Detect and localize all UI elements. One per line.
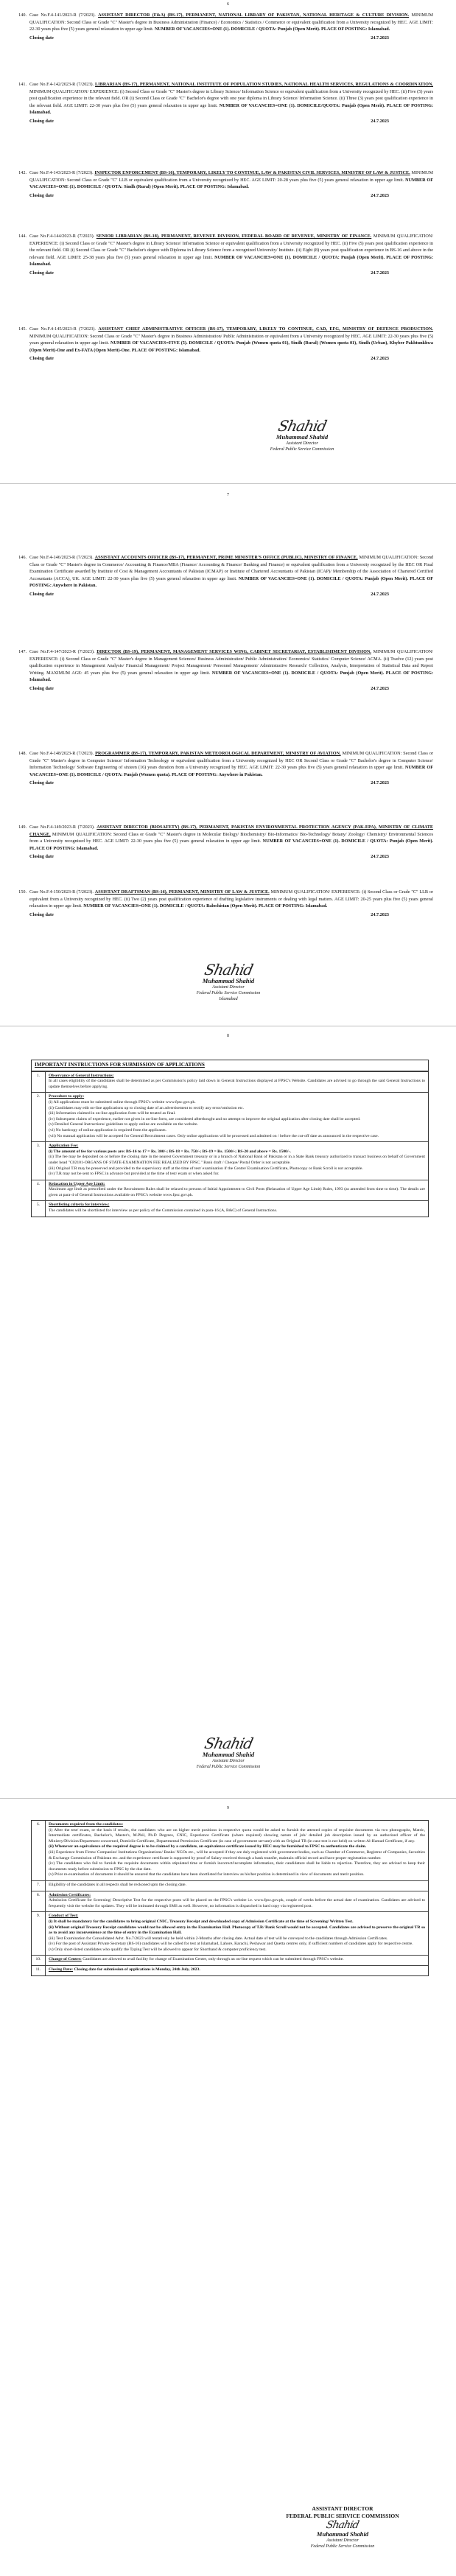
instruction-text: In all cases eligibility of the candidates shall be determined as per Commission's policy laid down in General Instructions displayed at FPSC's Website. Candidates are advised to go through the said General Instructions to update themselves before applying. [49, 1079, 425, 1089]
instructions-heading: IMPORTANT INSTRUCTIONS FOR SUBMISSION OF APPLICATIONS [32, 1060, 428, 1071]
entry-number: 145. [18, 326, 27, 332]
signature-scrawl: Shahid [325, 2519, 360, 2531]
instruction-row [32, 1141, 428, 1180]
post-title: DIRECTOR (BS-19), PERMANENT, MANAGEMENT SERVICES WING, CABINET SECRETARIAT, ESTABLISHMENT DIVISION. [97, 649, 371, 654]
instruction-sub: (i) It shall be mandatory for the candidates to bring original CNIC, Treasury Receipt and downloaded copy of Admission Certificate at the time of Screening/ Written Test. [49, 1919, 354, 1924]
instruction-text: Admission Certificate for Screening/ Descriptive Test for the respective posts will be placed on the FPSC's website i.e. www.fpsc.gov.pk, couple of weeks before the actual date of examination. Candidates are advised to frequently visit the website for updates. They will be intimated through SMS as well. However, no information is dispatched in hard copy via registered post. [49, 1898, 425, 1908]
instruction-number: 3. [32, 1142, 46, 1180]
instruction-number: 10. [32, 1956, 46, 1965]
instruction-row [32, 1071, 428, 1093]
page-number: 7 [226, 492, 230, 497]
vacancies: NUMBER OF VACANCIES=ONE (1). DOMICILE / QUOTA: Punjab (Open Merit). [211, 670, 385, 676]
closing-label: Closing date [29, 685, 54, 691]
closing-date: 24.7.2023 [371, 35, 389, 41]
instruction-text: The candidates will be shortlisted for interview as per policy of the Commission contained in para-16 (A, B&C) of General Instructions. [49, 1208, 278, 1214]
place-of-posting: PLACE OF POSTING: Islamabad. [180, 184, 249, 190]
closing-date: 24.7.2023 [371, 685, 389, 691]
signatory-designation: Assistant Director [286, 441, 318, 446]
qualification-text: MINIMUM QUALIFICATION: Second Class or Grade "C" Master's degree in Business Administration/ Public Administration or equivalent from a University recognized by HEC. AGE LIMIT: 22-30 years plus five (5) years general relaxation in upper age limit. [29, 333, 433, 346]
page-separator [0, 1798, 456, 1799]
instruction-title: Procedure to apply: [49, 1094, 85, 1099]
qualification-text: MINIMUM QUALIFICATION: Second Class or Grade "C" Master's degree in Molecular Biology/ Biochemistry/ Bio-Informatics/ Bio-Technology/ Botany/ Zoology/ Chemistry/ Environmental Sciences from a University recognized by HEC. AGE LIMIT: 22-30 years plus five (5) years general relaxation in upper age limit. [29, 831, 433, 844]
post-title: INSPECTOR ENFORCEMENT (BS-16), TEMPORARY, LIKELY TO CONTINUE, LAW & PAKISTAN CIVIL SERVICES, MINISTRY OF LAW & JUSTICE. [94, 170, 410, 175]
place-of-posting: PLACE OF POSTING: Islamabad. [29, 254, 434, 267]
place-of-posting: PLACE OF POSTING: Anywhere in Pakistan. [29, 575, 433, 589]
job-entry-147 [18, 648, 434, 693]
qualification-text: MINIMUM QUALIFICATION: Second Class or Grade "C" LLB or equivalent qualification from a University recognized by HEC. AGE LIMIT: 20-28 years plus five (5) years general relaxation in upper age limit. [29, 170, 434, 183]
instruction-sub: (iii) Test Examination for Consolidated Advt. No.7/2023 will tentatively be held within 2-Months after closing date. Actual date of test will be conveyed to the candidates through Admission Certificates. [49, 1936, 388, 1941]
post-title: ASSISTANT DRAFTSMAN (BS-16), PERMANENT, MINISTRY OF LAW & JUSTICE. [94, 889, 270, 895]
signatory-title: ASSISTANT DIRECTOR [312, 2505, 373, 2512]
case-number: Case No.F.4-146/2023-R (7/2023). [29, 555, 94, 560]
place-of-posting: PLACE OF POSTING: Islamabad. [131, 347, 200, 353]
page-number: 9 [226, 1805, 230, 1810]
case-number: Case No.F.4-149/2023-R (7/2023). [29, 825, 95, 830]
signatory-name: Muhammad Shahid [202, 1751, 255, 1758]
instruction-sub: (ii) Whenever an equivalence of the required degree is to be claimed by a candidate, an equivalence certificate issued by HEC may be furnished to FPSC to authenticate the claim. [49, 1844, 367, 1849]
instruction-text: Eligibility of the candidates in all respects shall be reckoned upto the closing date. [49, 1882, 187, 1887]
place-of-posting: PLACE OF POSTING: Islamabad. [29, 670, 433, 683]
closing-label: Closing date [29, 591, 54, 597]
instruction-number: 9. [32, 1912, 46, 1955]
instruction-number: 11. [32, 1966, 46, 1975]
instruction-row [32, 1880, 428, 1891]
closing-date: 24.7.2023 [371, 780, 389, 786]
instruction-sub: (iv) T.R may not be sent to FPSC in advance but provided at the time of test/ exam or when asked for. [49, 1172, 220, 1177]
vacancies: NUMBER OF VACANCIES=ONE (1). DOMICILE / QUOTA: Punjab (Open Merit). [214, 254, 385, 260]
closing-label: Closing date [29, 780, 54, 786]
vacancies: NUMBER OF VACANCIES=ONE (1). DOMICILE / QUOTA: Punjab (Women quota). [29, 765, 434, 777]
instruction-number: 6. [32, 1821, 46, 1880]
vacancies: NUMBER OF VACANCIES=ONE (1). DOMICILE / QUOTA: Balochistan (Open Merit). [83, 903, 258, 909]
entry-number: 142. [18, 170, 27, 175]
instruction-row [32, 1965, 428, 1975]
qualification-text: MINIMUM QUALIFICATION: Second Class or Grade "C" Master's degree in Computer Science/ Information Technology or equivalent qualification from a University recognized by HEC OR Second Class or Grade "C" Bachelor's degree in Computer Science/ Information Technology/ Software Engineering of sixteen (16) years duration from a University recognized by HEC. AGE LIMIT: 22-30 years plus five (5) years general relaxation in upper age limit. [29, 751, 434, 771]
instruction-row [32, 1200, 428, 1216]
signature-scrawl: Shahid [276, 417, 328, 435]
signature-block [151, 962, 306, 1002]
post-title: SENIOR LIBRARIAN (BS-18), PERMANENT, REVENUE DIVISION, FEDERAL BOARD OF REVENUE, MINISTRY OF FINANCE. [96, 234, 372, 239]
instruction-title: Conduct of Test: [49, 1914, 79, 1919]
case-number: Case No.F.4-142/2023-R (7/2023). [29, 82, 94, 87]
signatory-designation: Assistant Director [212, 985, 245, 990]
instruction-number: 1. [32, 1072, 46, 1093]
place-of-posting: PLACE OF POSTING: Islamabad. [29, 102, 434, 116]
vacancies: NUMBER OF VACANCIES=ONE (1). DOMICILE / QUOTA: Sindh (Rural) (Open Merit). [29, 177, 434, 190]
closing-label: Closing date [29, 854, 54, 860]
instruction-row [32, 1911, 428, 1955]
signatory-name: Muhammad Shahid [202, 977, 255, 984]
instruction-sub: (vi) No hardcopy of online application is required from the applicants. [49, 1127, 166, 1133]
instruction-title: Documents required from the candidates: [49, 1822, 124, 1827]
place-of-posting: PLACE OF POSTING: Islamabad. [321, 27, 390, 32]
instruction-title: Application Fee: [49, 1144, 79, 1149]
qualification-text: MINIMUM QUALIFICATION/ EXPERIENCE: (i) Second Class or Grade "C" Master's degree in Library Science/ Information Science or equivalent qualification from a University recognized by HEC. (ii) Five (5) years post qualification experience in the relevant field. OR (i) Second Class or Grade "C" Bachelor's degree with Diploma in Library Science from a recognized University/ Institute. (ii) Eight (8) years post qualification experience in BS-16 and above in the relevant field. AGE LIMIT: 25-38 years plus five (5) years general relaxation in upper age limit. [29, 234, 434, 260]
instruction-row [32, 1891, 428, 1912]
instruction-sub: (iv) For the post of Assistant Private Secretary (BS-16) candidates will be called for test at Islamabad, Lahore, Karachi, Peshawar and Quetta centres only, if sufficient numbers of candidates apply for respective centre. [49, 1942, 413, 1947]
instruction-sub: (i) The amount of fee for various posts are: BS-16 to 17 = Rs. 300/-; BS-18 = Rs. 750/-; BS-19 = Rs. 1500/-; BS-20 and above = Rs. 1500/-. [49, 1149, 291, 1154]
signature-block [151, 1736, 306, 1770]
instruction-sub: (v) Only short-listed candidates who qualify the Typing Test will be allowed to appear for Shorthand & computer proficiency test. [49, 1947, 267, 1952]
entry-number: 147. [18, 649, 27, 654]
case-number: Case No.F.4-141/2023-R (7/2023). [29, 13, 96, 18]
post-title: ASSISTANT CHIEF ADMINISTRATIVE OFFICER (BS-17), TEMPORARY, LIKELY TO CONTINUE, CAD, EFG, MINISTRY OF DEFENCE PRODUCTION. [98, 326, 434, 332]
vacancies: NUMBER OF VACANCIES=ONE (1). DOMICILE / QUOTA: Punjab (Open Merit). [238, 575, 409, 581]
case-number: Case No.F.4-143/2023-R (7/2023). [29, 170, 94, 175]
instruction-sub: (ii) Without original Treasury Receipt candidates would not be allowed entry in the Examination Hall. Photocopy of T.R/ Bank Scroll would not be accepted. Candidates are advised to preserve the original TR so as to avoid any inconvenience at the time of entry in the Examination Hall. [49, 1925, 425, 1936]
instruction-title: Shortlisting criteria for interview: [49, 1203, 110, 1208]
signature-block [243, 419, 361, 452]
closing-label: Closing date [29, 35, 54, 41]
case-number: Case No.F.4-147/2023-R (7/2023). [29, 649, 95, 654]
post-title: ASSISTANT ACCOUNTS OFFICER (BS-17), PERMANENT, PRIME MINISTER'S OFFICE (PUBLIC), MINISTRY OF FINANCE. [94, 555, 358, 560]
post-title: ASSISTANT DIRECTOR (F&A) (BS-17), PERMANENT, NATIONAL LIBRARY OF PAKISTAN, NATIONAL HERITAGE & CULTURE DIVISION. [98, 13, 410, 18]
instruction-sub: (ii) Candidates may edit on-line applications up to closing date of an advertisement to rectify any error/omission etc. [49, 1105, 245, 1110]
page-number: 8 [226, 1033, 230, 1038]
vacancies: NUMBER OF VACANCIES=ONE (1). DOMICILE / QUOTA: Punjab (Open Merit). [154, 27, 320, 32]
post-title: ASSISTANT DIRECTOR (BIOSAFETY) (BS-17), PERMANENT, PAKISTAN ENVIRONMENTAL PROTECTION AGENCY (PAK-EPA), MINISTRY OF CLIMATE CHANGE. [29, 825, 434, 837]
job-entry-145 [18, 326, 434, 363]
place-of-posting: PLACE OF POSTING: Islamabad. [29, 845, 99, 851]
case-number: Case No.F.4-150/2023-R (7/2023). [29, 889, 94, 895]
page-number: 6 [226, 1, 230, 7]
entry-number: 144. [18, 234, 27, 239]
signatory-organization: Federal Public Service Commission [310, 2544, 375, 2549]
instruction-number: 7. [32, 1881, 46, 1891]
instruction-text: Candidates are allowed to avail facility for change of Examination Centre, only through an on-line request which can be submitted through FPSC's website. [83, 1957, 344, 1962]
job-entry-144 [18, 233, 434, 277]
entry-number: 141. [18, 82, 27, 87]
qualification-text: MINIMUM QUALIFICATION/ EXPERIENCE: (i) Second Class or Grade "C" Master's degree in Management Sciences/ Business Administration/ Public Administration/ Economics/ Statistics/ Computer Science/ ACMA. (ii) Twelve (12) years post qualification experience in Management Analysis/ Financial Management/ Project Management/ Personnel Management/ Administrative Research/ Collection, Analysis, Interpretation of Statistical Data and Report Writing. MAXIMUM AGE: 45 years plus five (5) years general relaxation in upper age limit. [29, 649, 434, 676]
instruction-row [32, 1092, 428, 1141]
signature-scrawl: Shahid [203, 961, 254, 979]
post-title: LIBRARIAN (BS-17), PERMANENT, NATIONAL INSTITUTE OF POPULATION STUDIES, NATIONAL HEALTH SERVICES, REGULATIONS & COORDINATION. [95, 82, 434, 87]
job-entry-141 [18, 81, 434, 125]
closing-label: Closing date [29, 192, 54, 198]
qualification-text: MINIMUM QUALIFICATION: Second Class or Grade "C" Master's degree in Commerce/ Accounting & Finance/MBA (Finance/ Accounting & Finance/ Banking and Finance) or equivalent qualification from a University recognized by the HEC OR Final Examination Certificate awarded by Institute of Cost & Management Accountants of Pakistan (ICMAP) or Institute of Chartered Accountants of Pakistan (ICAP)/ Membership of the Association of Chartered Certified Accountants (ACCA), UK. AGE LIMIT: 22-30 years plus five (5) years general relaxation in upper age limit. [29, 555, 434, 581]
signatory-organization: Federal Public Service Commission [196, 991, 261, 995]
closing-label: Closing date [29, 118, 54, 124]
instruction-sub: (iii) Experience from Firms/ Companies/ Institutions Organizations/ Banks/ NGOs etc., will be accepted if they are duly registered with government bodies, such as Chamber of Commerce, Registrar of Companies, Securities & Exchange Commission of Pakistan etc. and the experience certificate is supported by proof of Salary received through a bank transfer, maintain official record and have proper registration number. [49, 1849, 425, 1861]
instruction-title: Change of Centre: [49, 1957, 82, 1962]
entry-number: 149. [18, 825, 27, 830]
instruction-title: Relaxation in Upper Age Limit: [49, 1181, 105, 1186]
job-entry-149 [18, 824, 434, 861]
instruction-number: 8. [32, 1891, 46, 1912]
qualification-text: MINIMUM QUALIFICATION: Second Class or Grade "C" Master's degree in Business Administration (Finance) / Economics / Statistics / Commerce or equivalent qualification from a University recognized by HEC. AGE LIMIT: 22-30 years plus five (5) years general relaxation in upper age limit. [29, 13, 434, 32]
instruction-sub: (i) All applications must be submitted online through FPSC's website www.fpsc.gov.pk. [49, 1099, 196, 1105]
vacancies: NUMBER OF VACANCIES=ONE (1). DOMICILE/QUOTA: Punjab (Open Merit). [219, 102, 385, 108]
closing-date: 24.7.2023 [371, 356, 389, 362]
signatory-name: Muhammad Shahid [276, 433, 329, 441]
post-title: PROGRAMMER (BS-17), TEMPORARY, PAKISTAN METEOROLOGICAL DEPARTMENT, MINISTRY OF AVIATION. [95, 751, 341, 756]
job-entry-140 [18, 12, 434, 41]
instructions-table-continued [31, 1820, 429, 1976]
instruction-sub: (vii) No manual application will be accepted for General Recruitment cases. Only online applications will be processed and admitted on / before the cut-off date as announced in the respective case. [49, 1133, 379, 1138]
job-entry-142 [18, 169, 434, 199]
instruction-sub: (iv) The candidates who fail to furnish the requisite documents within stipulated time or furnish incorrect/incomplete information, their candidature shall be liable to rejection. Therefore, they are advised to keep their documents ready before submission to FPSC by the due date. [49, 1861, 425, 1872]
instruction-text: Closing date for submission of applications is Monday, 24th July, 2023. [74, 1967, 200, 1973]
instruction-text: Maximum age limit as prescribed under the Recruitment Rules shall be relaxed to persons of Initial Appointment to Civil Posts (Relaxation of Upper Age Limit) Rules, 1993 (as amended from time to time). The details are given at para-4 of General Instructions available on FPSC's website www.fpsc.gov.pk. [49, 1187, 425, 1197]
signatory-city: Islamabad [219, 997, 238, 1001]
instruction-sub: (iv) Subsequent claims of experience, earlier not given in on-line form, are considered afterthought and no attempt to improve the original application after closing date shall be accepted. [49, 1116, 361, 1121]
closing-date: 24.7.2023 [371, 192, 389, 198]
vacancies: NUMBER OF VACANCIES=ONE (1). DOMICILE / QUOTA: Punjab (Open Merit). [262, 839, 433, 844]
instruction-sub: (i) After the test/ exam, or the basis if results, the candidates who are on higher merit positions in respective quota would be asked to furnish the attested copies of requisite documents via two photographs, Matric, Intermediate certificates, Bachelor's, Master's, M.Phil, Ph.D Degrees, CNIC, Experience Certificate (where required) showing nature of job/ detailed job description issued by an authorized officer of the Ministry/Division/Department concerned, Domicile Certificate, Departmental Permission Certificate (in case of government servant) with an Original TR (in case test is not held) on written Al-Hamad Certificate, if any. [49, 1827, 425, 1844]
instruction-row [32, 1180, 428, 1201]
instruction-sub: (iii) Information claimed in on-line application form will be treated as final. [49, 1111, 176, 1116]
job-entry-146 [18, 554, 434, 598]
case-number: Case No.F.4-148/2023-R (7/2023). [29, 751, 94, 756]
closing-label: Closing date [29, 356, 54, 362]
signatory-designation: Assistant Director [212, 1759, 245, 1763]
instruction-sub: (v) Prior re-examination of documents it should be ensured that the candidates have been shortlisted for interview as his/her position is determined in view of documents and merit position. [49, 1872, 365, 1877]
closing-date: 24.7.2023 [371, 591, 389, 597]
closing-label: Closing date [29, 270, 54, 276]
instruction-number: 4. [32, 1180, 46, 1201]
place-of-posting: PLACE OF POSTING: Anywhere in Pakistan. [172, 771, 263, 777]
case-number: Case No.F.4-145/2023-R (7/2023). [29, 326, 96, 332]
entry-number: 148. [18, 751, 27, 756]
signature-block-final [258, 2505, 427, 2549]
closing-date: 24.7.2023 [371, 118, 389, 124]
instruction-sub: (v) Detailed General Instructions/ guidelines to apply online are available on the website. [49, 1122, 198, 1127]
signatory-designation: Assistant Director [326, 2538, 359, 2543]
entry-number: 140. [18, 13, 27, 18]
qualification-text: MINIMUM QUALIFICATION/ EXPERIENCE: (i) Second Class or Grade "C" Master's degree in Library Science/ Information Science or equivalent qualification from a University recognized by HEC. (ii) Five (5) years post qualification experience in the relevant field. OR (i) Second Class or Grade "C" Bachelor's degree with one year diploma in Library Science/ Information Science. (ii) Three (3) years post qualification experience in the relevant field. AGE LIMIT: 22-30 years plus five (5) years general relaxation in upper age limit. [29, 88, 433, 108]
case-number: Case No.F.4-144/2023-R (7/2023). [29, 234, 95, 239]
closing-date: 24.7.2023 [371, 911, 389, 917]
page-separator [0, 483, 456, 484]
instruction-title: Observance of General Instructions: [49, 1073, 114, 1078]
qualification-text: MINIMUM QUALIFICATION/ EXPERIENCE: (i) Second Class or Grade "C" LLB or equivalent from a University recognized by HEC. (ii) Two (2) years post qualification experience of drafting legislative instruments or dealing with legal matters. AGE LIMIT: 20-25 years plus five (5) years general relaxation in upper age limit. [29, 889, 434, 909]
instruction-row [32, 1955, 428, 1965]
entry-number: 146. [18, 555, 27, 560]
closing-date: 24.7.2023 [371, 854, 389, 860]
vacancies: NUMBER OF VACANCIES=FIVE (5). DOMICILE / QUOTA: Punjab (Women quota 01), Sindh (Rural) (Women quota 01), Sindh (Urban), Khyber Pakhtunkhwa (Open Merit)-One and Ex-FATA (Open Merit)-One. [29, 340, 433, 353]
instruction-title: Closing Date: [49, 1967, 74, 1973]
signatory-organization: Federal Public Service Commission [196, 1765, 261, 1769]
instruction-number: 5. [32, 1201, 46, 1216]
instruction-number: 2. [32, 1093, 46, 1141]
signature-scrawl: Shahid [203, 1735, 254, 1752]
instructions-table [31, 1060, 429, 1217]
signatory-organization: Federal Public Service Commission [270, 447, 334, 452]
instruction-sub: (iii) Original T.R may be preserved and provided to the supervisory staff at the time of test/ examination if the Centre/ Examination Certificate, Photocopy or Bank Scroll is not acceptable. [49, 1166, 363, 1171]
signatory-org-title: FEDERAL PUBLIC SERVICE COMMISSION [286, 2513, 399, 2519]
place-of-posting: PLACE OF POSTING: Islamabad. [258, 903, 328, 909]
closing-label: Closing date [29, 911, 54, 917]
instruction-row [32, 1821, 428, 1880]
instruction-sub: (ii) The fee may be deposited on or before the closing date in the nearest Government treasury or in a branch of National Bank of Pakistan or in a State Bank treasury authorized to transact business on behalf of Government under head "C02101-ORGANS OF STATE-EXAMINATION FEE REALIZED BY FPSC." Bank draft / Cheque/ Postal Order is not acceptable. [49, 1155, 425, 1165]
entry-number: 150. [18, 889, 27, 895]
job-entry-150 [18, 889, 434, 918]
signatory-name: Muhammad Shahid [316, 2530, 369, 2538]
instruction-title: Admission Certificates: [49, 1892, 91, 1897]
job-entry-148 [18, 750, 434, 787]
closing-date: 24.7.2023 [371, 270, 389, 276]
